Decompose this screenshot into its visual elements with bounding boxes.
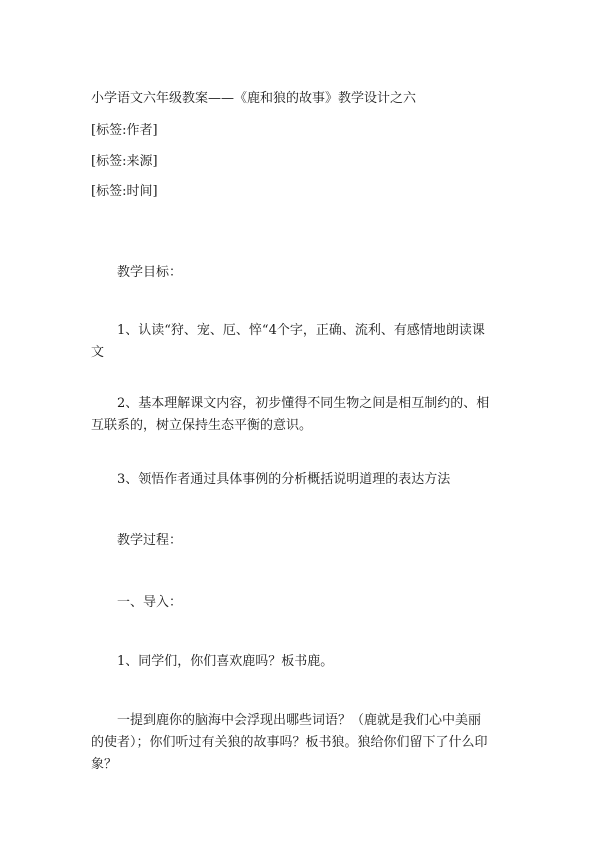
tag-time: [标签:时间] <box>91 184 158 199</box>
tag-author: [标签:作者] <box>91 123 158 138</box>
goal-item-3: 3、领悟作者通过具体事例的分析概括说明道理的表达方法 <box>117 472 451 487</box>
goals-heading: 教学目标： <box>117 265 183 280</box>
step-item-2: 一提到鹿你的脑海中会浮现出哪些词语？（鹿就是我们心中美丽的使者）；你们听过有关狼的故事吗？板书狼。狼给你们留下了什么印象？ <box>91 713 488 772</box>
section-intro-heading: 一、导入： <box>117 595 183 610</box>
goal-item-1: 1、认读“狩、宠、厄、悴“4个字，正确、流利、有感情地朗读课文 <box>91 323 485 360</box>
step-item-1: 1、同学们，你们喜欢鹿吗？板书鹿。 <box>117 654 334 669</box>
process-heading: 教学过程： <box>117 533 183 548</box>
goal-item-2: 2、基本理解课文内容，初步懂得不同生物之间是相互制约的、相互联系的，树立保持生态平衡的意识。 <box>91 396 490 433</box>
document-title: 小学语文六年级教案——《鹿和狼的故事》教学设计之六 <box>91 91 417 106</box>
tag-source: [标签:来源] <box>91 154 158 169</box>
